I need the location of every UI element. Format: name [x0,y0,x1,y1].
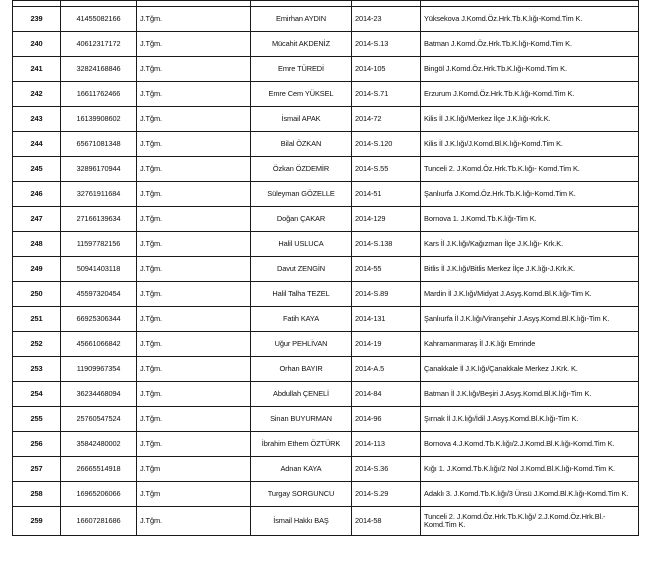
cell-unit: Tunceli 2. J.Komd.Öz.Hrk.Tb.K.lığı/ 2.J.Komd.Öz.Hrk.Bl.-Komd.Tim K. [421,507,639,536]
cell-rank: J.Tğm. [137,432,251,457]
cell-row-number: 243 [13,107,61,132]
table-row [13,32,639,57]
cell-full-name: Uğur PEHLİVAN [251,332,352,357]
cell-full-name: Fatih KAYA [251,307,352,332]
cell-id-number: 26665514918 [61,457,137,482]
table-row [13,457,639,482]
table-row [13,307,639,332]
cell-code: 2014-72 [352,107,421,132]
cell-full-name: Halil Talha TEZEL [251,282,352,307]
table-row [13,82,639,107]
cell-rank: J.Tğm. [137,307,251,332]
cell-full-name: Mücahit AKDENİZ [251,32,352,57]
cell-row-number: 257 [13,457,61,482]
table-row [13,482,639,507]
cell-full-name: Turgay SORGUNCU [251,482,352,507]
cell-rank: J.Tğm. [137,107,251,132]
table-row [13,7,639,32]
cell-id-number: 66925306344 [61,307,137,332]
cell-id-number: 50941403118 [61,257,137,282]
cell-rank: J.Tğm. [137,132,251,157]
cell-row-number: 252 [13,332,61,357]
cell-id-number: 65671081348 [61,132,137,157]
cell-unit: Şanlıurfa J.Komd.Öz.Hrk.Tb.K.lığı-Komd.Tim K. [421,182,639,207]
cell-id-number: 32824168846 [61,57,137,82]
cell-unit: Çanakkale İl J.K.lığı/Çanakkale Merkez J.Krk. K. [421,357,639,382]
cell-full-name: Adnan KAYA [251,457,352,482]
cell-rank: J.Tğm. [137,357,251,382]
cell-code: 2014-113 [352,432,421,457]
cell-code: 2014-A.5 [352,357,421,382]
table-row [13,357,639,382]
cell-row-number: 239 [13,7,61,32]
cell-row-number: 244 [13,132,61,157]
cell-id-number: 16965206066 [61,482,137,507]
cell-full-name: Orhan BAYIR [251,357,352,382]
cell-rank: J.Tğm. [137,407,251,432]
cell-code: 2014-96 [352,407,421,432]
cell-code: 2014-55 [352,257,421,282]
cell-id-number: 45597320454 [61,282,137,307]
cell-code: 2014-S.89 [352,282,421,307]
cell-unit: Yüksekova J.Komd.Öz.Hrk.Tb.K.lığı-Komd.Tim K. [421,7,639,32]
cell-unit: Bornova 1. J.Komd.Tb.K.lığı-Tim K. [421,207,639,232]
cell-row-number: 247 [13,207,61,232]
cell-row-number: 241 [13,57,61,82]
cell-code: 2014-S.138 [352,232,421,257]
cell-full-name: Bilal ÖZKAN [251,132,352,157]
cell-full-name: İbrahim Ethem ÖZTÜRK [251,432,352,457]
cell-code: 2014-S.71 [352,82,421,107]
cell-unit: Şanlıurfa İl J.K.lığı/Viranşehir J.Asyş.Komd.Bl.K.lığı-Tim K. [421,307,639,332]
cell-rank: J.Tğm. [137,332,251,357]
cell-full-name: İsmail APAK [251,107,352,132]
cell-row-number: 242 [13,82,61,107]
cell-id-number: 41455082166 [61,7,137,32]
cell-unit: Kars İl J.K.lığı/Kağızman İlçe J.K.lığı- Krk.K. [421,232,639,257]
cell-full-name: Özkan ÖZDEMİR [251,157,352,182]
cell-code: 2014-S.55 [352,157,421,182]
cell-code: 2014-129 [352,207,421,232]
table-row [13,432,639,457]
personnel-table [12,0,639,536]
cell-id-number: 32761911684 [61,182,137,207]
table-row [13,57,639,82]
cell-id-number: 40612317172 [61,32,137,57]
cell-unit: Kahramanmaraş İl J.K.lığı Emrinde [421,332,639,357]
cell-rank: J.Tğm. [137,7,251,32]
cell-row-number: 253 [13,357,61,382]
table-row [13,407,639,432]
cell-unit: Kilis İl J.K.lığı/Merkez İlçe J.K.lığı-Krk.K. [421,107,639,132]
cell-unit: Kilis İl J.K.lığı/J.Komd.Bl.K.lığı-Komd.Tim K. [421,132,639,157]
cell-full-name: Emirhan AYDIN [251,7,352,32]
cell-full-name: Davut ZENGİN [251,257,352,282]
cell-code: 2014-105 [352,57,421,82]
cell-row-number: 259 [13,507,61,536]
cell-row-number: 245 [13,157,61,182]
cell-code: 2014-S.120 [352,132,421,157]
cell-unit: Adaklı 3. J.Komd.Tb.K.lığı/3 Ünsü J.Komd.Bl.K.lığı-Komd.Tim K. [421,482,639,507]
cell-code: 2014-S.13 [352,32,421,57]
cell-code: 2014-131 [352,307,421,332]
cell-id-number: 16139908602 [61,107,137,132]
cell-row-number: 251 [13,307,61,332]
table-row [13,382,639,407]
cell-unit: Şırnak İl J.K.lığı/İdil J.Asyş.Komd.Bl.K.lığı-Tim K. [421,407,639,432]
table-row [13,232,639,257]
cell-id-number: 36234468094 [61,382,137,407]
table-row [13,507,639,536]
cell-rank: J.Tğm. [137,57,251,82]
cell-row-number: 256 [13,432,61,457]
cell-full-name: Doğan ÇAKAR [251,207,352,232]
cell-full-name: Halil USLUCA [251,232,352,257]
cell-rank: J.Tğm. [137,32,251,57]
cell-id-number: 32896170944 [61,157,137,182]
cell-row-number: 258 [13,482,61,507]
cell-rank: J.Tğm. [137,157,251,182]
cell-id-number: 11909967354 [61,357,137,382]
cell-full-name: Emre TÜREDİ [251,57,352,82]
document-page [12,0,638,536]
cell-id-number: 35842480002 [61,432,137,457]
cell-rank: J.Tğm. [137,232,251,257]
cell-row-number: 248 [13,232,61,257]
table-row [13,282,639,307]
cell-rank: J.Tğm. [137,382,251,407]
cell-unit: Batman İl J.K.lığı/Beşiri J.Asyş.Komd.Bl.K.lığı-Tim K. [421,382,639,407]
cell-full-name: Abdullah ÇENELİ [251,382,352,407]
cell-unit: Kığı 1. J.Komd.Tb.K.lığı/2 Nol J.Komd.Bl.K.lığı-Komd.Tim K. [421,457,639,482]
cell-row-number: 254 [13,382,61,407]
cell-rank: J.Tğm. [137,182,251,207]
cell-row-number: 249 [13,257,61,282]
cell-row-number: 246 [13,182,61,207]
cell-full-name: Emre Cem YÜKSEL [251,82,352,107]
cell-id-number: 27166139634 [61,207,137,232]
cell-unit: Bingöl J.Komd.Öz.Hrk.Tb.K.lığı-Komd.Tim K. [421,57,639,82]
cell-row-number: 250 [13,282,61,307]
cell-code: 2014-58 [352,507,421,536]
cell-unit: Bornova 4.J.Komd.Tb.K.lığı/2.J.Komd.Bl.K.lığı-Komd.Tim K. [421,432,639,457]
cell-rank: J.Tğm. [137,257,251,282]
cell-row-number: 240 [13,32,61,57]
cell-rank: J.Tğm [137,457,251,482]
cell-code: 2014-S.29 [352,482,421,507]
table-row [13,332,639,357]
table-row [13,257,639,282]
cell-id-number: 25760547524 [61,407,137,432]
cell-id-number: 45661066842 [61,332,137,357]
cell-code: 2014-23 [352,7,421,32]
cell-id-number: 16611762466 [61,82,137,107]
table-row [13,107,639,132]
cell-id-number: 16607281686 [61,507,137,536]
cell-code: 2014-S.36 [352,457,421,482]
cell-id-number: 11597782156 [61,232,137,257]
cell-full-name: Süleyman GÖZELLE [251,182,352,207]
cell-rank: J.Tğm. [137,282,251,307]
table-row [13,132,639,157]
cell-full-name: İsmail Hakkı BAŞ [251,507,352,536]
table-row [13,157,639,182]
table-row [13,182,639,207]
cell-unit: Batman J.Komd.Öz.Hrk.Tb.K.lığı-Komd.Tim K. [421,32,639,57]
cell-rank: J.Tğm. [137,207,251,232]
cell-rank: J.Tğm [137,482,251,507]
cell-full-name: Sinan BUYURMAN [251,407,352,432]
cell-code: 2014-19 [352,332,421,357]
cell-unit: Mardin İl J.K.lığı/Midyat J.Asyş.Komd.Bl.K.lığı-Tim K. [421,282,639,307]
cell-row-number: 255 [13,407,61,432]
cell-rank: J.Tğm. [137,507,251,536]
cell-unit: Bitlis İl J.K.lığı/Bitlis Merkez İlçe J.K.lığı-J.Krk.K. [421,257,639,282]
cell-code: 2014-51 [352,182,421,207]
personnel-table-body [13,1,639,536]
cell-rank: J.Tğm. [137,82,251,107]
table-row [13,207,639,232]
cell-code: 2014-84 [352,382,421,407]
cell-unit: Erzurum J.Komd.Öz.Hrk.Tb.K.lığı-Komd.Tim K. [421,82,639,107]
cell-unit: Tunceli 2. J.Komd.Öz.Hrk.Tb.K.lığı- Komd.Tim K. [421,157,639,182]
